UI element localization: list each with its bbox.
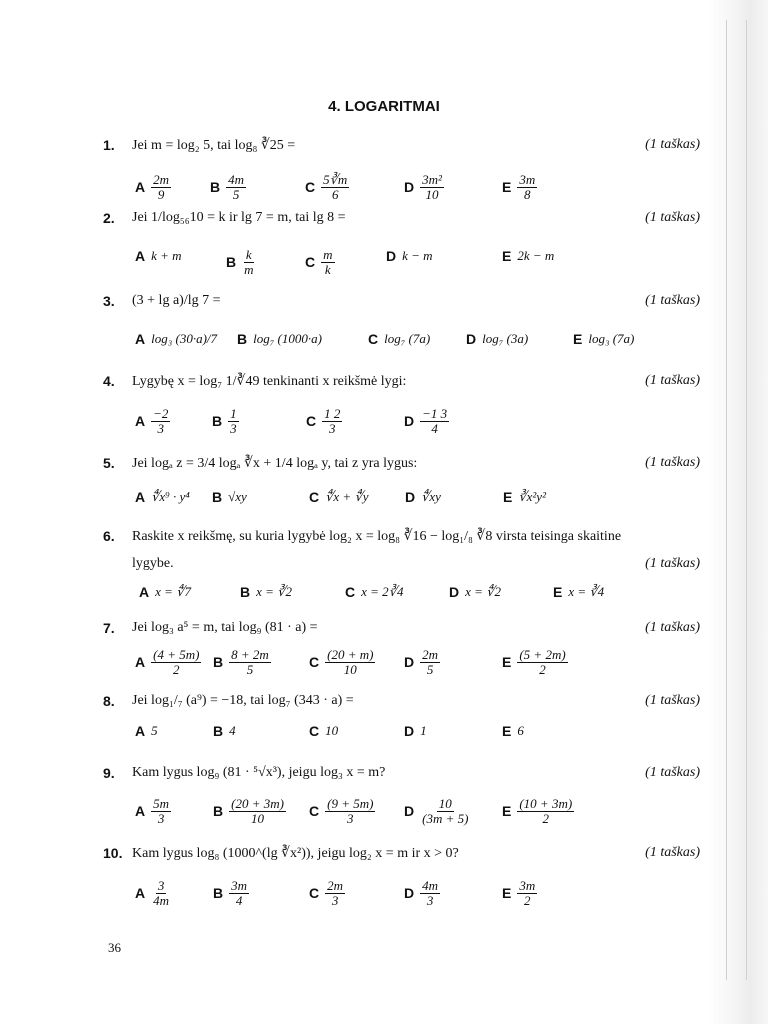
problem-stem: Lygybę x = log₇ 1/∛49 tenkinanti x reikšmė lygi: — [132, 374, 407, 389]
option-letter: C — [309, 723, 320, 739]
option-c — [305, 248, 335, 276]
option-letter: C — [368, 331, 379, 347]
option-c — [309, 797, 375, 825]
option-value: x = ∛4 — [568, 584, 605, 599]
option-b — [213, 797, 286, 825]
option-letter: A — [135, 885, 146, 902]
option-value: 4m 3 — [422, 878, 439, 908]
option-d — [404, 797, 470, 825]
option-letter: E — [553, 584, 563, 600]
option-letter: B — [212, 489, 223, 505]
problem-number: 4. — [103, 373, 115, 389]
option-value: 3m 4 — [231, 878, 248, 908]
option-value: (20 + 3m) 10 — [231, 796, 284, 826]
option-c — [309, 879, 345, 907]
problem-stem: Kam lygus log₉ (81 · ⁵√x³), jeigu log₃ x = m? — [132, 765, 386, 780]
option-letter: C — [345, 584, 356, 600]
option-letter: A — [135, 803, 146, 820]
option-b — [213, 723, 236, 739]
option-e — [502, 248, 554, 264]
option-d — [404, 173, 444, 201]
problem-number: 9. — [103, 765, 115, 781]
points-label: (1 taškas) — [645, 293, 700, 308]
option-a — [135, 648, 201, 676]
option-value: 4m 5 — [228, 172, 245, 202]
option-b — [226, 248, 256, 276]
option-value: ∜xy — [421, 489, 441, 504]
option-letter: B — [213, 654, 224, 671]
problem-number: 1. — [103, 137, 115, 153]
option-a — [135, 879, 171, 907]
option-c — [309, 723, 338, 739]
option-letter: A — [135, 331, 146, 347]
option-c — [345, 584, 403, 600]
problem-stem: (3 + lg a)/lg 7 = — [132, 293, 221, 308]
option-letter: D — [405, 489, 416, 505]
option-a — [135, 797, 171, 825]
option-letter: A — [139, 584, 150, 600]
option-value: 2m 9 — [153, 172, 170, 202]
option-letter: B — [213, 803, 224, 820]
option-value: 1 2 3 — [324, 406, 341, 436]
option-a — [135, 723, 158, 739]
page-number: 36 — [108, 940, 121, 955]
option-letter: E — [502, 654, 512, 671]
option-letter: C — [309, 489, 320, 505]
option-letter: C — [305, 179, 316, 196]
option-letter: D — [404, 803, 415, 820]
option-value: x = ∛2 — [256, 584, 292, 599]
option-letter: A — [135, 248, 146, 264]
option-e — [502, 879, 537, 907]
scan-edge — [708, 0, 768, 1024]
option-value: 2m 5 — [422, 647, 439, 677]
problem-number: 10. — [103, 845, 123, 861]
option-value: −1 3 4 — [422, 406, 448, 436]
option-a — [135, 407, 170, 435]
option-a — [139, 584, 191, 600]
option-b — [213, 879, 249, 907]
problem-number: 2. — [103, 210, 115, 226]
option-d — [449, 584, 501, 600]
problem-stem-continued: lygybe. — [132, 556, 174, 571]
option-value: x = ∜7 — [155, 584, 191, 599]
option-value: 10 — [325, 723, 339, 738]
option-value: log₇ (1000·a) — [253, 331, 322, 346]
option-value: ∜x + ∜y — [325, 489, 369, 504]
option-letter: D — [449, 584, 460, 600]
option-a — [135, 173, 171, 201]
option-e — [573, 331, 634, 347]
scan-edge-line — [746, 20, 747, 980]
option-a — [135, 248, 182, 264]
option-d — [404, 879, 440, 907]
option-letter: D — [404, 413, 415, 430]
option-b — [212, 407, 239, 435]
option-value: log₇ (7a) — [384, 331, 431, 346]
option-letter: C — [305, 254, 316, 271]
option-value: (20 + m) 10 — [327, 647, 374, 677]
option-d — [404, 648, 440, 676]
option-d — [404, 407, 449, 435]
points-label: (1 taškas) — [645, 373, 700, 388]
option-value: x = 2∛4 — [361, 584, 404, 599]
option-letter: A — [135, 723, 146, 739]
problem-stem: Raskite x reikšmę, su kuria lygybė log₂ x = log₈ ∛16 − log₁/₈ ∛8 virsta teisinga skaitine — [132, 529, 622, 544]
option-letter: B — [210, 179, 221, 196]
problem-number: 7. — [103, 620, 115, 636]
option-value: m k — [323, 247, 333, 277]
option-d — [405, 489, 441, 505]
option-letter: C — [306, 413, 317, 430]
option-b — [240, 584, 292, 600]
option-d — [386, 248, 433, 264]
option-value: k + m — [151, 248, 182, 263]
problem-number: 3. — [103, 293, 115, 309]
option-c — [305, 173, 349, 201]
option-value: 6 — [517, 723, 524, 738]
option-letter: C — [309, 885, 320, 902]
option-value: k m — [244, 247, 254, 277]
option-letter: D — [466, 331, 477, 347]
problem-number: 6. — [103, 528, 115, 544]
option-e — [503, 489, 546, 505]
option-letter: A — [135, 654, 146, 671]
option-value: 2m 3 — [327, 878, 344, 908]
option-value: 1 3 — [230, 406, 237, 436]
option-letter: E — [502, 885, 512, 902]
option-value: (4 + 5m) 2 — [153, 647, 200, 677]
points-label: (1 taškas) — [645, 765, 700, 780]
option-letter: D — [404, 179, 415, 196]
option-c — [368, 331, 430, 347]
problem-stem: Jei log₃ a⁵ = m, tai log₉ (81 · a) = — [132, 620, 318, 635]
option-e — [502, 648, 568, 676]
option-value: 4 — [229, 723, 236, 738]
option-b — [213, 648, 271, 676]
option-value: log₃ (30·a)/7 — [151, 331, 218, 346]
option-d — [466, 331, 528, 347]
option-value: x = ∜2 — [465, 584, 501, 599]
option-value: √xy — [228, 489, 247, 504]
option-letter: E — [502, 248, 512, 264]
option-c — [309, 648, 375, 676]
option-letter: D — [404, 723, 415, 739]
option-value: 10 (3m + 5) — [422, 796, 469, 826]
scan-edge-line — [726, 20, 727, 980]
points-label: (1 taškas) — [645, 137, 700, 152]
option-letter: E — [503, 489, 513, 505]
option-value: k − m — [402, 248, 433, 263]
option-letter: A — [135, 413, 146, 430]
option-value: 5m 3 — [153, 796, 170, 826]
option-value: 2k − m — [517, 248, 555, 263]
problem-stem: Jei logₐ z = 3/4 logₐ ∛x + 1/4 logₐ y, tai z yra lygus: — [132, 456, 418, 471]
option-a — [135, 331, 217, 347]
option-letter: C — [309, 654, 320, 671]
option-value: 1 — [420, 723, 427, 738]
problem-stem: Jei log₁/₇ (a⁹) = −18, tai log₇ (343 · a) = — [132, 693, 354, 708]
option-c — [306, 407, 342, 435]
option-value: 5∛m 6 — [323, 172, 348, 202]
option-value: −2 3 — [153, 406, 169, 436]
points-label: (1 taškas) — [645, 556, 700, 571]
option-value: ∛x²y² — [518, 489, 546, 504]
option-d — [404, 723, 427, 739]
problem-number: 5. — [103, 455, 115, 471]
option-b — [237, 331, 322, 347]
option-value: log₃ (7a) — [588, 331, 635, 346]
option-value: 5 — [151, 723, 158, 738]
option-value: (9 + 5m) 3 — [327, 796, 374, 826]
option-value: 3m² 10 — [422, 172, 442, 202]
points-label: (1 taškas) — [645, 210, 700, 225]
page-title: 4. LOGARITMAI — [328, 98, 440, 115]
problem-stem: Jei 1/log₅₆10 = k ir lg 7 = m, tai lg 8 = — [132, 210, 346, 225]
option-value: 3m 8 — [519, 172, 536, 202]
option-value: (5 + 2m) 2 — [519, 647, 566, 677]
option-value: ∜x⁹ · y⁴ — [151, 489, 190, 504]
option-letter: A — [135, 179, 146, 196]
option-value: 3m 2 — [519, 878, 536, 908]
option-letter: B — [213, 723, 224, 739]
option-value: 8 + 2m 5 — [231, 647, 269, 677]
points-label: (1 taškas) — [645, 455, 700, 470]
points-label: (1 taškas) — [645, 693, 700, 708]
option-letter: B — [212, 413, 223, 430]
option-letter: B — [213, 885, 224, 902]
option-letter: E — [502, 179, 512, 196]
option-c — [309, 489, 369, 505]
option-letter: B — [226, 254, 237, 271]
option-a — [135, 489, 190, 505]
option-letter: E — [502, 803, 512, 820]
option-value: (10 + 3m) 2 — [519, 796, 573, 826]
option-b — [212, 489, 247, 505]
option-e — [502, 173, 537, 201]
option-letter: D — [404, 654, 415, 671]
option-letter: D — [386, 248, 397, 264]
option-value: 3 4m — [153, 878, 170, 908]
option-letter: E — [573, 331, 583, 347]
option-e — [502, 723, 524, 739]
points-label: (1 taškas) — [645, 620, 700, 635]
option-e — [502, 797, 574, 825]
problem-stem: Jei m = log₂ 5, tai log₈ ∛25 = — [132, 138, 296, 153]
option-letter: B — [240, 584, 251, 600]
problem-number: 8. — [103, 693, 115, 709]
option-letter: C — [309, 803, 320, 820]
points-label: (1 taškas) — [645, 845, 700, 860]
problem-stem: Kam lygus log₈ (1000^(lg ∛x²)), jeigu log₂ x = m ir x > 0? — [132, 846, 459, 861]
option-e — [553, 584, 604, 600]
option-letter: D — [404, 885, 415, 902]
option-letter: E — [502, 723, 512, 739]
option-letter: B — [237, 331, 248, 347]
option-b — [210, 173, 246, 201]
option-letter: A — [135, 489, 146, 505]
option-value: log₇ (3a) — [482, 331, 529, 346]
